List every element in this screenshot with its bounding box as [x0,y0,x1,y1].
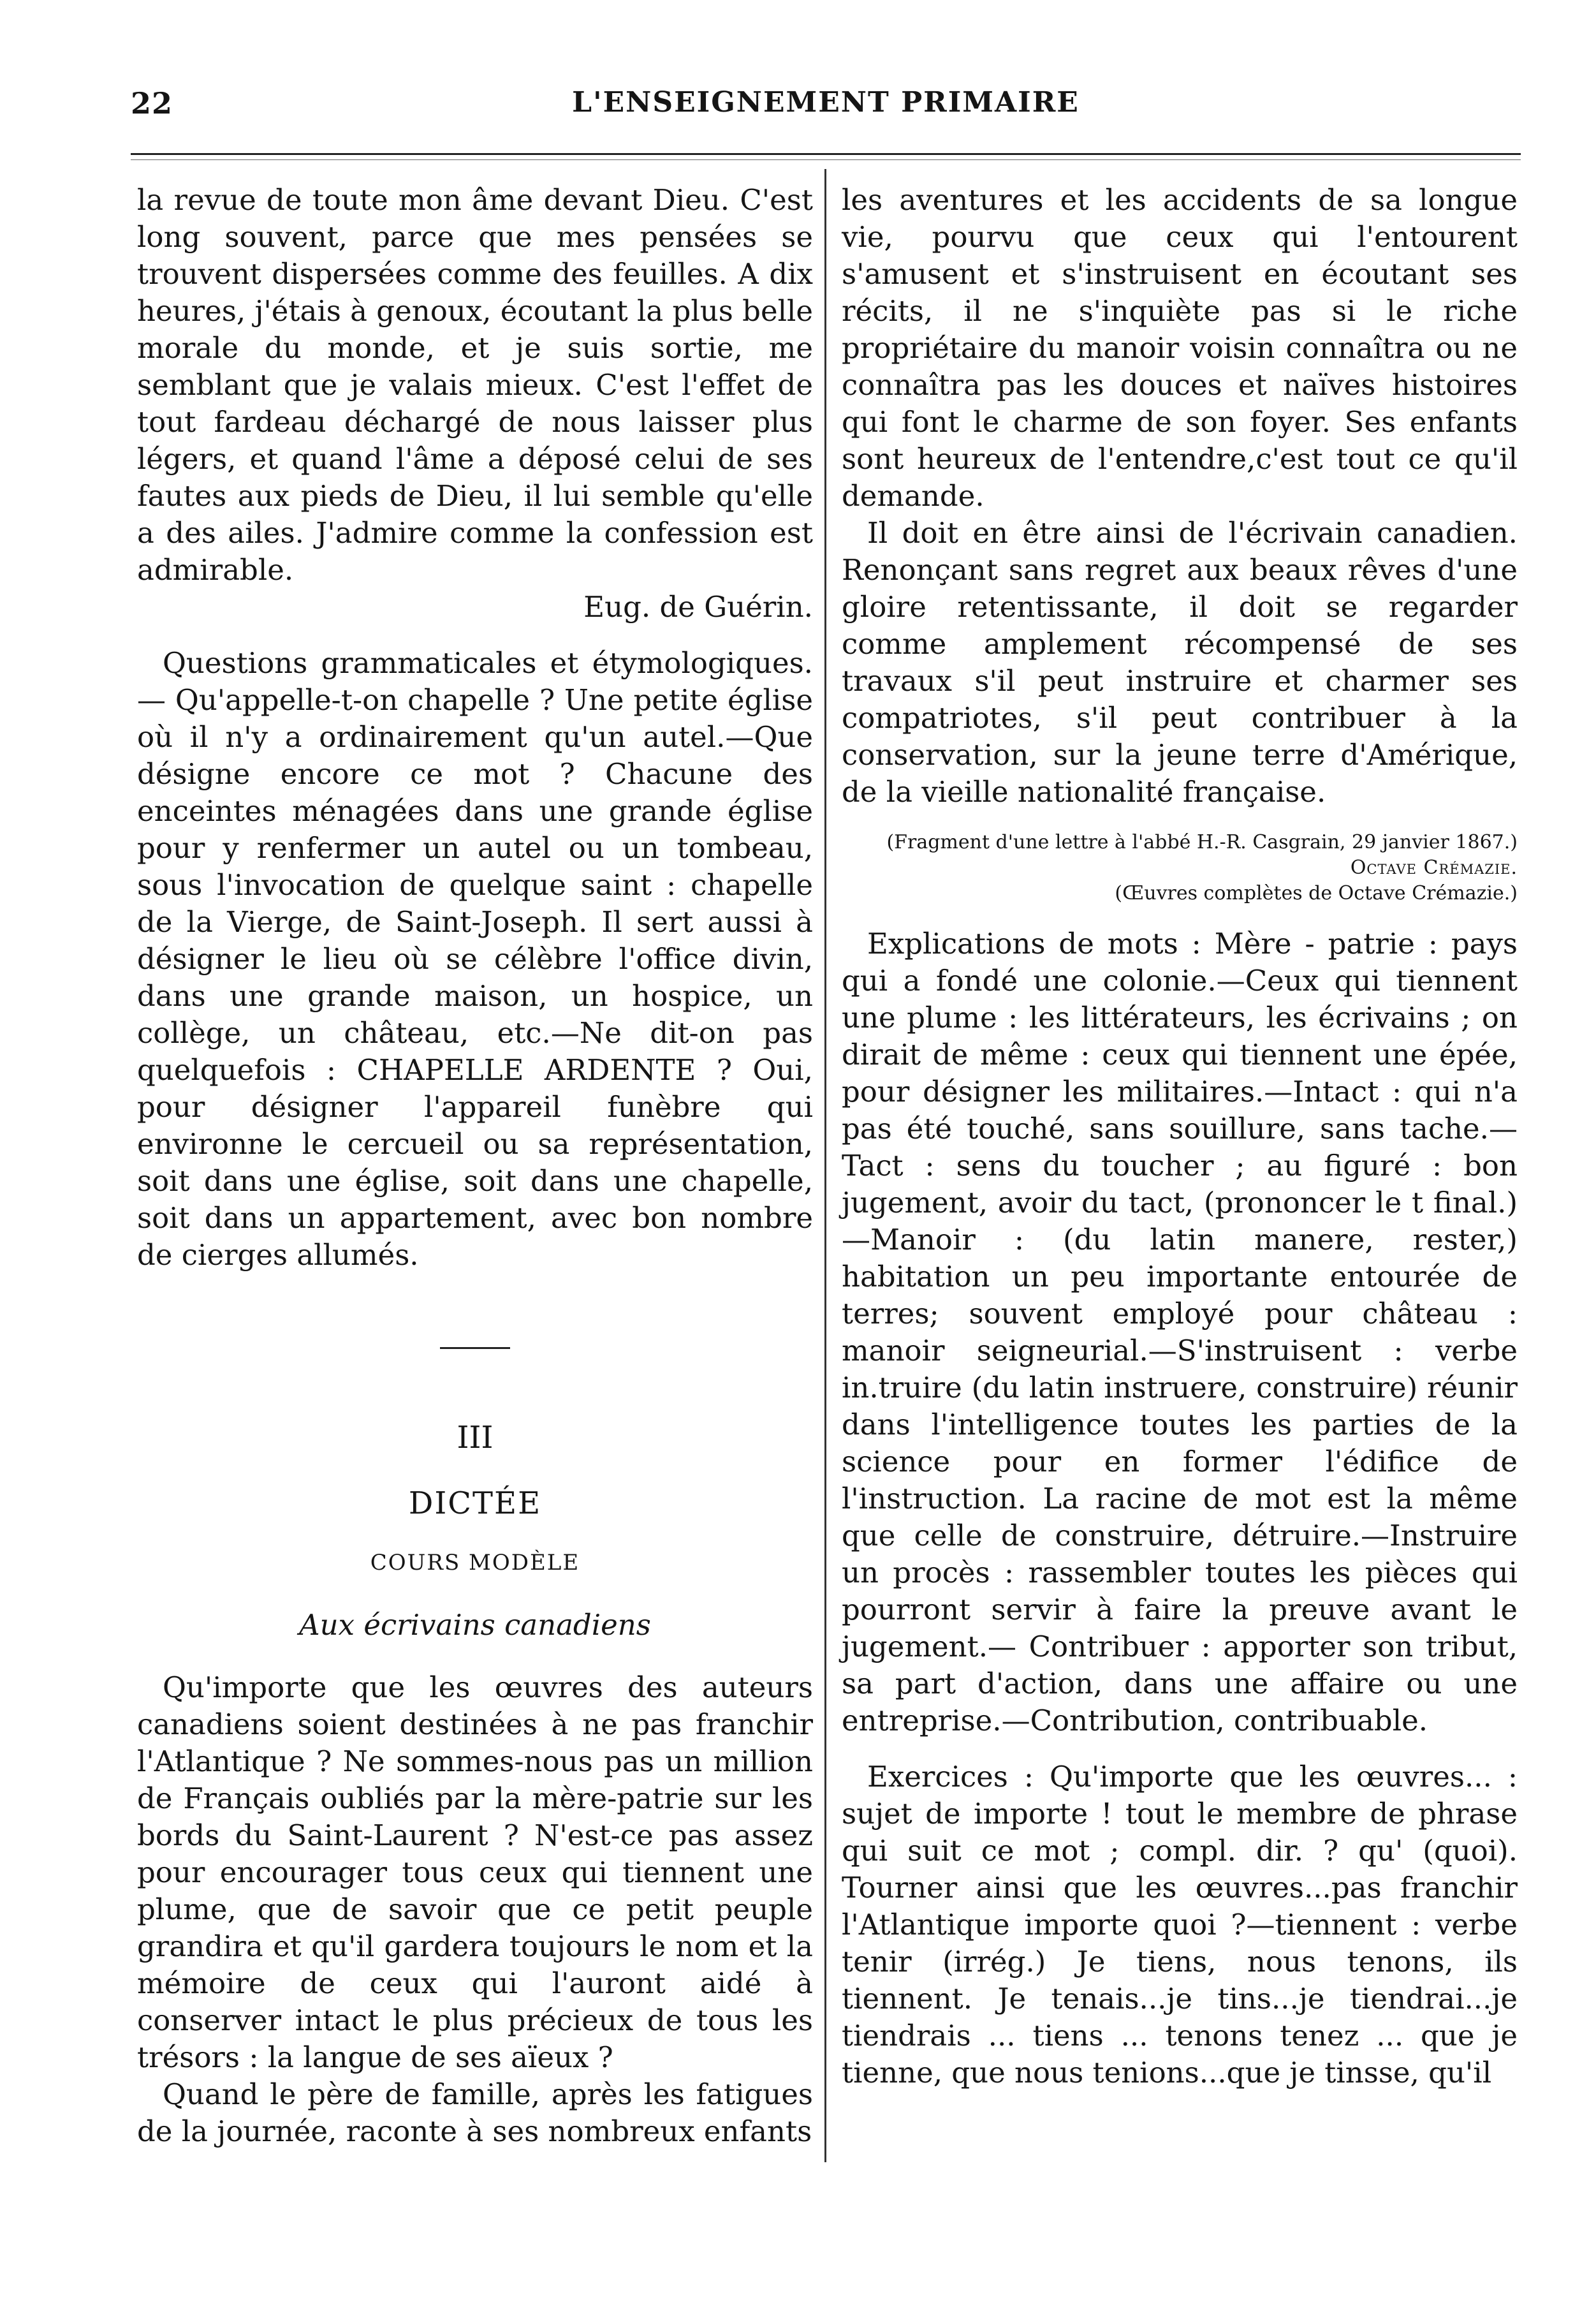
header-rule-thin [131,159,1521,160]
exercices-paragraph: Exercices : Qu'importe que les œuvres... : sujet de importe ! tout le membre de phrase qui suit ce mot ; compl. dir. ? qu' (quoi). Tourner ainsi que les œuvres...pas franchir l'Atlantique importe quoi ?—tiennent : verbe tenir (irrég.) Je tiens, nous tenons, ils tiennent. Je tenais...je tins...je tiendrai...je tiendrais ... tiens ... tenons tenez ... que je tienne, que nous tenions...que je tinsse, qu'il [842,1760,1518,2090]
right-paragraph-2: Il doit en être ainsi de l'écrivain canadien. Renonçant sans regret aux beaux rêves d'une gloire retentissante, il doit se regarder comme amplement récompensé de ses travaux s'il peut instruire et charmer ses compatriotes, s'il peut contribuer à la conservation, sur la jeune terre d'Amérique, de la vieille nationalité française. [842,516,1518,809]
section-number: III [457,1420,494,1456]
attribution-author: Octave Crémazie. [1350,857,1518,879]
spacer [842,811,1518,830]
questions-paragraph: Questions grammaticales et étymologiques. — Qu'appelle-t-on chapelle ? Une petite église où il n'y a ordinairement qu'un autel.—Que désigne encore ce mot ? Chacune des enceintes ménagées dans une grande église pour y renfermer un autel ou un tombeau, sous l'invocation de quelque saint : chapelle de la Vierge, de Saint-Joseph. Il sert aussi à désigner le lieu où se célèbre l'office divin, dans une grande maison, un hospice, un collège, un château, etc.—Ne dit-on pas quelquefois : CHAPELLE ARDENTE ? Oui, pour désigner l'appareil funèbre qui environne le cercueil ou sa représentation, soit dans une église, soit dans une chapelle, soit dans un appartement, avec bon nombre de cierges allumés. [137,646,813,1272]
section-separator [440,1347,510,1349]
right-column [842,182,1518,2091]
dictee-heading: Aux écrivains canadiens [299,1608,651,1642]
running-title: L'ENSEIGNEMENT PRIMAIRE [572,86,1080,119]
dictee-paragraph-1: Qu'importe que les œuvres des auteurs canadiens soient destinées à ne pas franchir l'Atlantique ? Ne sommes-nous pas un million de Français oubliés par la mère-patrie sur les bords du Saint-Laurent ? N'est-ce pas assez pour encourager tous ceux qui tiennent une plume, que de savoir que ce petit peuple grandira et qu'il gardera toujours le nom et la mémoire de ceux qui l'auront aidé à conserver intact le plus précieux de tous les trésors : la langue de ses aïeux ? [137,1670,813,2074]
left-column [137,182,813,2150]
page-header [131,86,1521,137]
section-title: DICTÉE [408,1485,542,1521]
header-rule [131,153,1521,155]
attribution-source: (Œuvres complètes de Octave Crémazie.) [1115,882,1518,904]
page-number: 22 [131,86,173,121]
signature-guerin: Eug. de Guérin. [583,590,813,624]
explications-paragraph: Explications de mots : Mère - patrie : pays qui a fondé une colonie.—Ceux qui tiennent une plume : les littérateurs, les écrivains ; on dirait de même : ceux qui tiennent une épée, pour désigner les militaires.—Intact : qui n'a pas été touché, sans souillure, sans tache.—Tact : sens du toucher ; au figuré : bon jugement, avoir du tact, (prononcer le t final.) —Manoir : (du latin manere, rester,) habitation un peu importante entourée de terres; souvent employé pour château : manoir seigneurial.—S'instruisent : verbe in.truire (du latin instruere, construire) réunir dans l'intelligence toutes les parties de la science pour en former l'édifice de l'instruction. La racine de mot est la même que celle de construire, détruire.—Instruire un procès : rassembler toutes les pièces qui pourront servir à faire la preuve avant le jugement.— Contribuer : apporter son tribut, sa part d'action, dans une affaire ou une entreprise.—Contribution, contribuable. [842,927,1518,1737]
section-subtitle: COURS MODÈLE [370,1550,580,1575]
spacer [842,1739,1518,1758]
right-paragraph-1: les aventures et les accidents de sa longue vie, pourvu que ceux qui l'entourent s'amusent et s'instruisent en écoutant ses récits, il ne s'inquiète pas si le riche propriétaire du manoir voisin connaîtra ou ne connaîtra pas les douces et naïves histoires qui font le charme de son foyer. Ses enfants sont heureux de l'entendre,c'est tout ce qu'il demande. [842,183,1518,513]
spacer [842,906,1518,925]
column-divider [824,169,826,2162]
spacer [137,626,813,645]
dictee-paragraph-2: Quand le père de famille, après les fatigues de la journée, raconte à ses nombreux enfants [137,2077,813,2148]
attribution-letter: (Fragment d'une lettre à l'abbé H.-R. Casgrain, 29 janvier 1867.) [886,831,1518,853]
left-paragraph-1: la revue de toute mon âme devant Dieu. C'est long souvent, parce que mes pensées se trouvent dispersées comme des feuilles. A dix heures, j'étais à genoux, écoutant la plus belle morale du monde, et je suis sortie, me semblant que je valais mieux. C'est l'effet de tout fardeau déchargé de nous laisser plus légers, et quand l'âme a déposé celui de ses fautes aux pieds de Dieu, il lui semble qu'elle a des ailes. J'admire comme la confession est admirable. [137,183,813,587]
